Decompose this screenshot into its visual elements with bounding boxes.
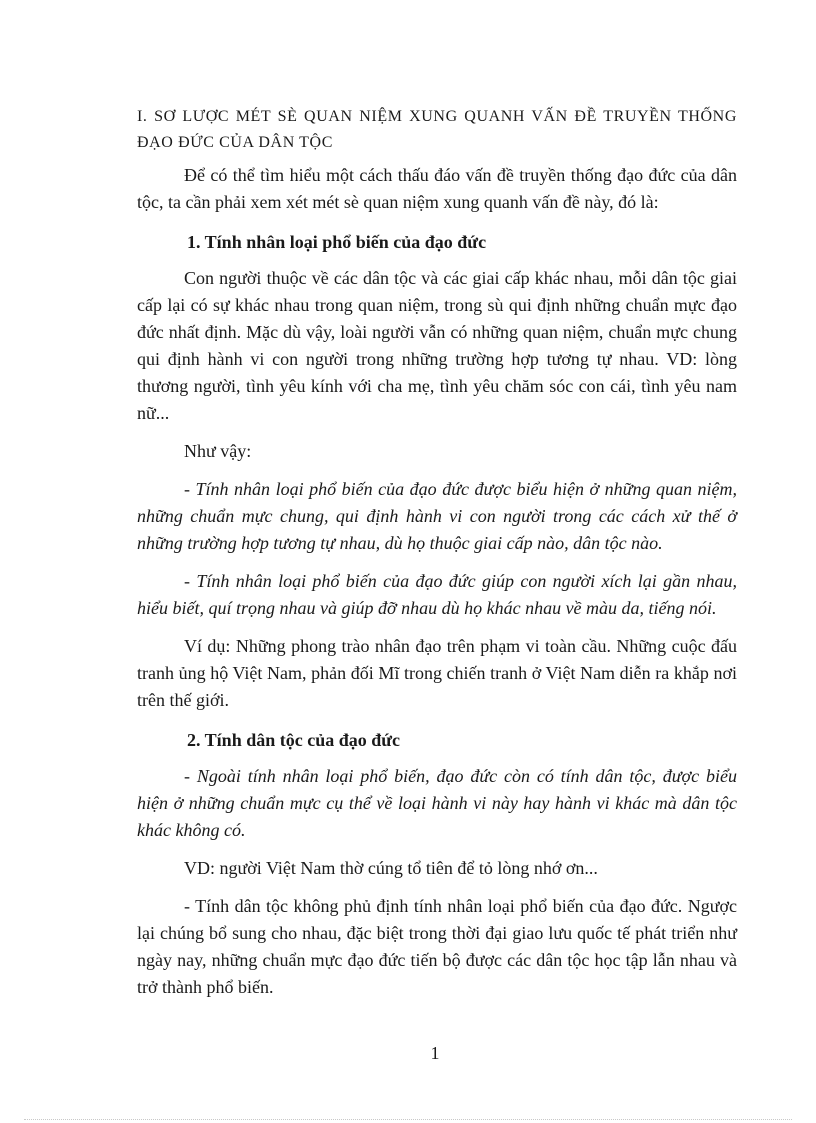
section-1-paragraph-1: Con người thuộc về các dân tộc và các giai cấp khác nhau, mỗi dân tộc giai cấp lại có sự khác nhau trong quan niệm, trong sù qui định những chuẩn mực đạo đức nhất định. Mặc dù vậy, loài người vẫn có những quan niệm, chuẩn mực chung qui định hành vi con người trong những trường hợp tương tự nhau. VD: lòng thương người, tình yêu kính với cha mẹ, tình yêu chăm sóc con cái, tình yêu nam nữ...: [137, 268, 737, 423]
page-number: 1: [430, 1043, 440, 1063]
intro-paragraph: Để có thể tìm hiểu một cách thấu đáo vấn đề truyền thống đạo đức của dân tộc, ta cần phải xem xét mét sè quan niệm xung quanh vấn đề này, đó là:: [137, 165, 737, 212]
section-1-bullet-2: - Tính nhân loại phổ biến của đạo đức giúp con người xích lại gần nhau, hiểu biết, quí trọng nhau và giúp đỡ nhau dù họ khác nhau về màu da, tiếng nói.: [137, 571, 737, 618]
document-title: I. SƠ LƯỢC MÉT SÈ QUAN NIỆM XUNG QUANH VẤN ĐỀ TRUYỀN THỐNG ĐẠO ĐỨC CỦA DÂN TỘC: [137, 108, 737, 151]
page-content: [137, 104, 737, 1012]
section-2-bullet-2: - Tính dân tộc không phủ định tính nhân loại phổ biến của đạo đức. Ngược lại chúng bổ sung cho nhau, đặc biệt trong thời đại giao lưu quốc tế phát triển như ngày nay, những chuẩn mực đạo đức tiến bộ được các dân tộc học tập lẫn nhau và trở thành phổ biến.: [137, 896, 737, 997]
section-1-paragraph-2: Như vậy:: [184, 441, 252, 461]
section-1-bullet-1: - Tính nhân loại phổ biến của đạo đức được biểu hiện ở những quan niệm, những chuẩn mực chung, qui định hành vi con người trong các cách xử thế ở những trường hợp tương tự nhau, dù họ thuộc giai cấp nào, dân tộc nào.: [137, 479, 737, 553]
section-1-heading: 1. Tính nhân loại phổ biến của đạo đức: [187, 232, 487, 252]
page-bottom-divider: [24, 1119, 792, 1120]
section-2-example: VD: người Việt Nam thờ cúng tổ tiên để tỏ lòng nhớ ơn...: [184, 858, 598, 878]
section-2-bullet-1: - Ngoài tính nhân loại phổ biến, đạo đức còn có tính dân tộc, được biểu hiện ở những chuẩn mực cụ thể về loại hành vi này hay hành vi khác mà dân tộc khác không có.: [137, 766, 737, 840]
section-1-example: Ví dụ: Những phong trào nhân đạo trên phạm vi toàn cầu. Những cuộc đấu tranh ủng hộ Việt Nam, phản đối Mĩ trong chiến tranh ở Việt Nam diễn ra khắp nơi trên thế giới.: [137, 636, 737, 710]
section-2-heading: 2. Tính dân tộc của đạo đức: [187, 730, 401, 750]
